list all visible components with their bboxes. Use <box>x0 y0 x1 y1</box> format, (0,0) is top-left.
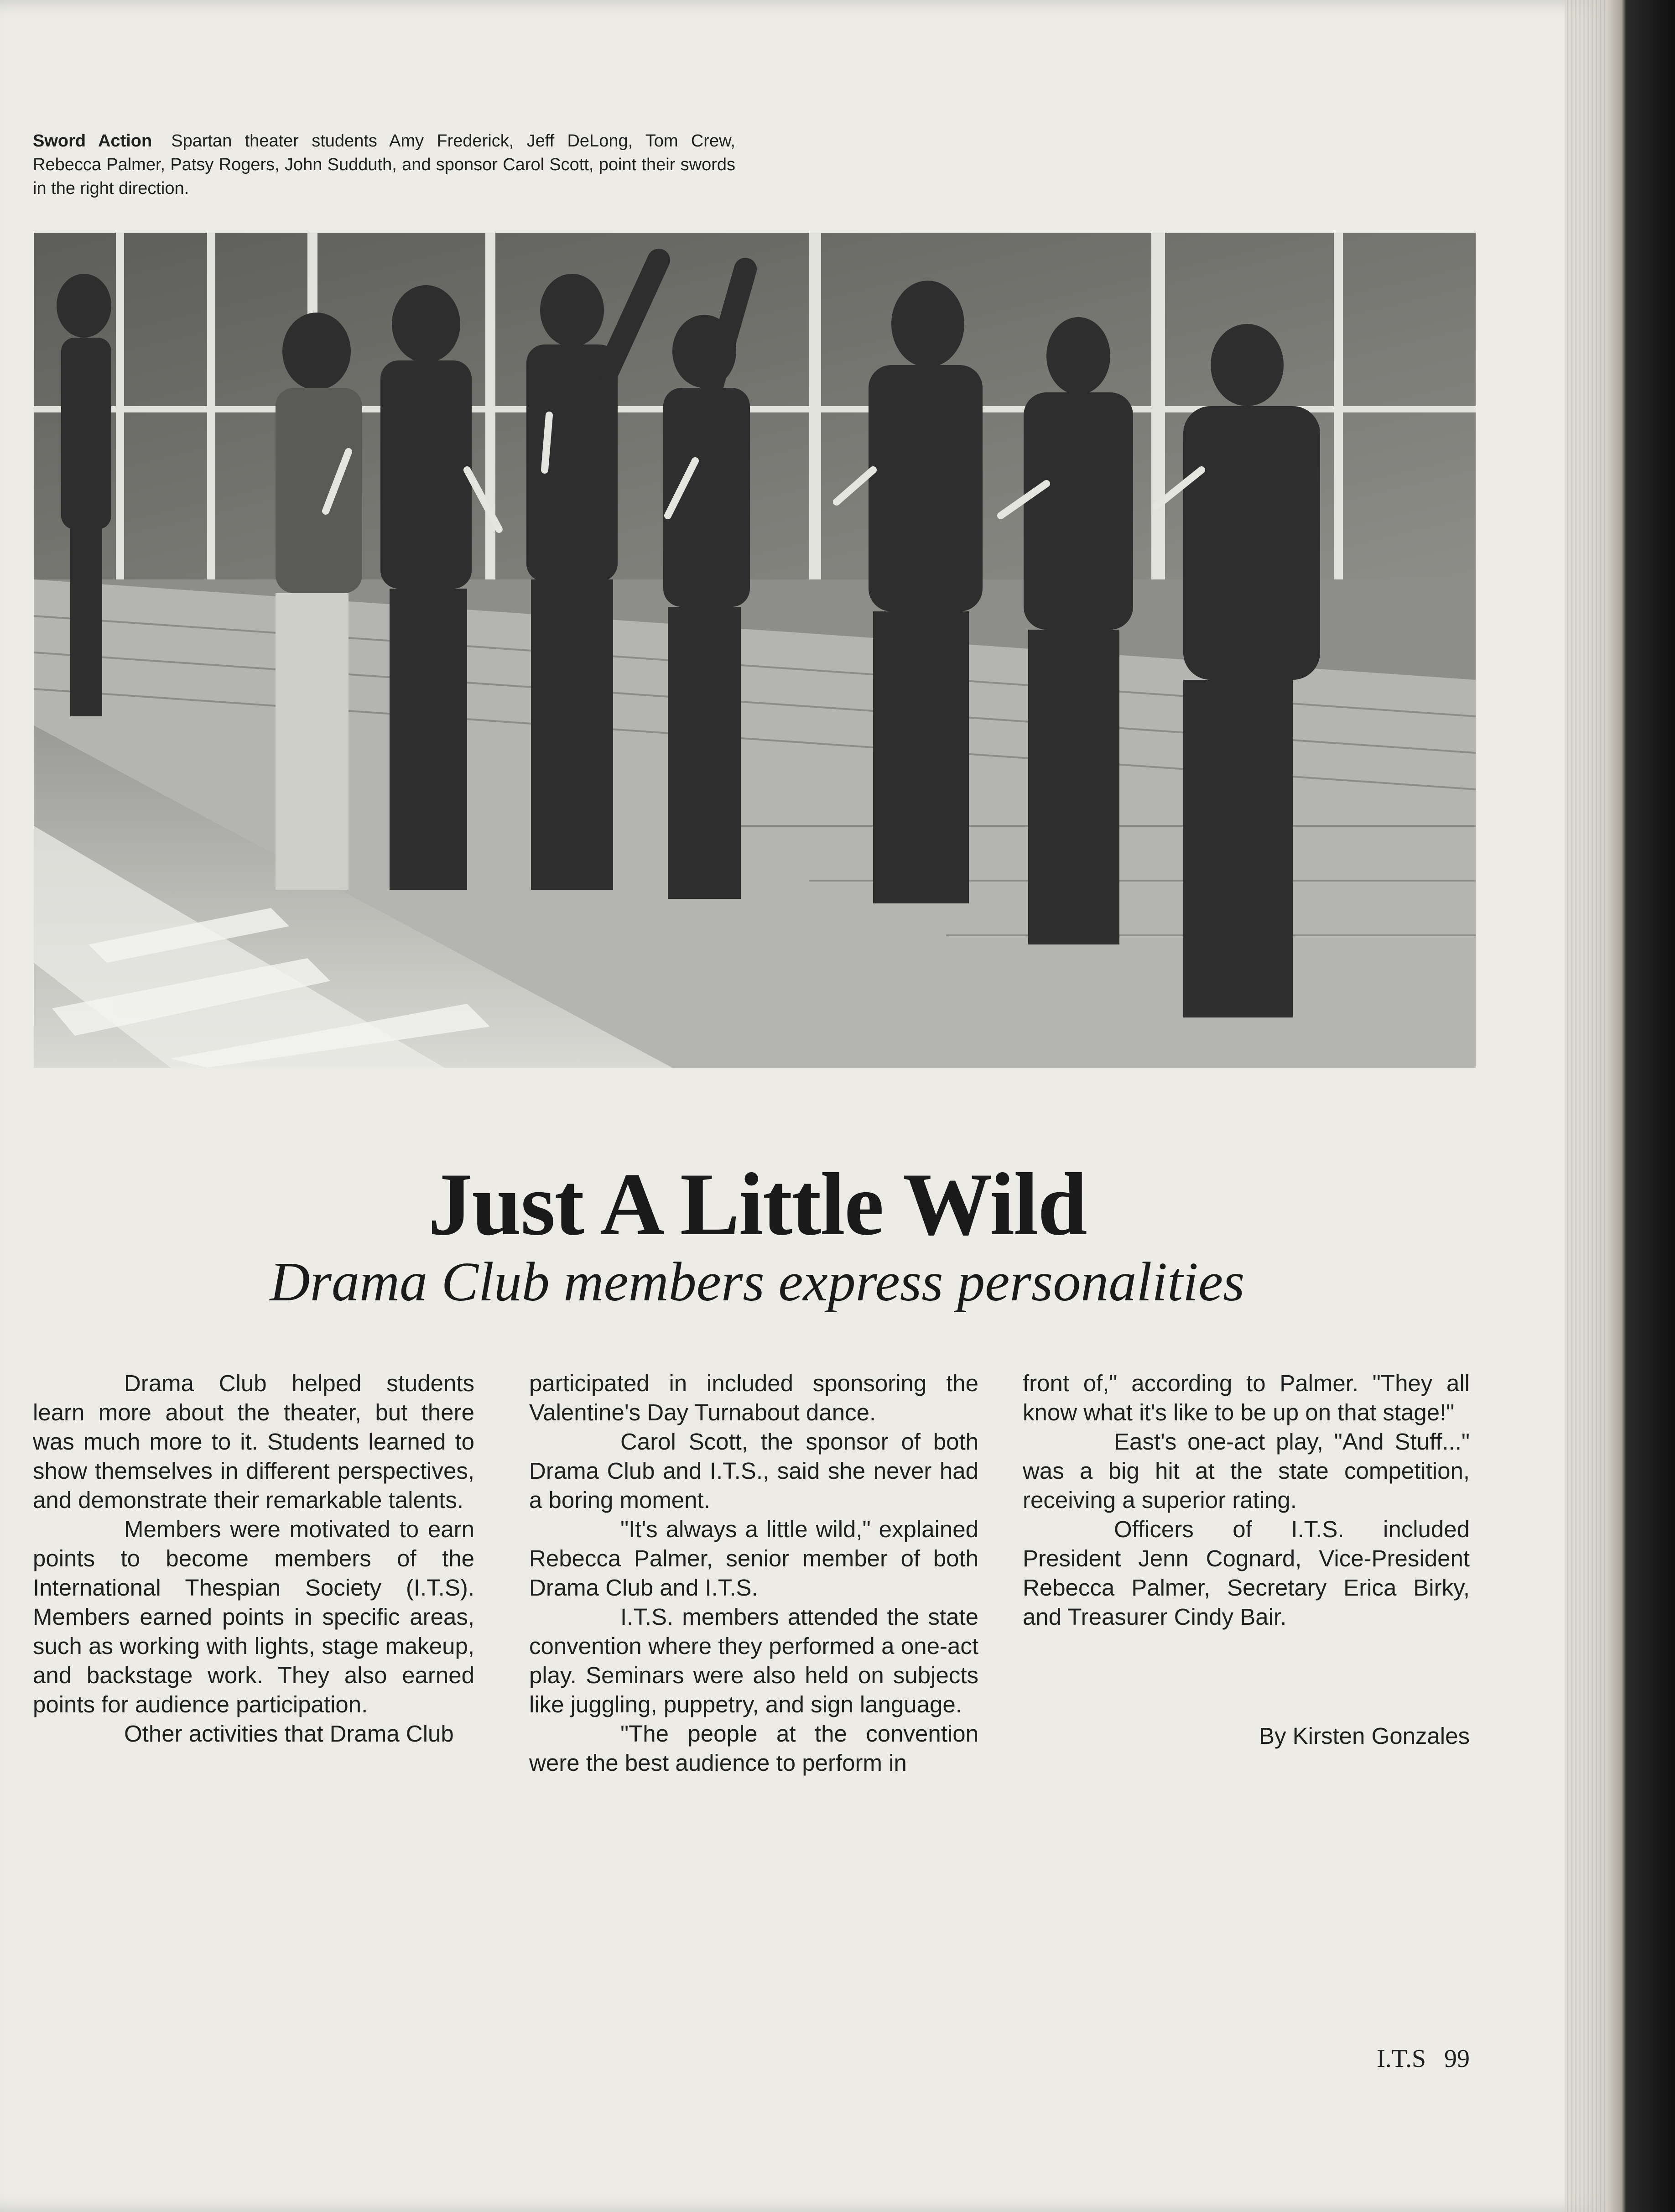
binding-edge <box>1608 0 1675 2212</box>
paragraph: Other activities that Drama Club <box>124 1721 454 1747</box>
article-headline: Just A Little Wild <box>428 1155 1087 1254</box>
paragraph: East's one-act play, "And Stuff..." was a big hit at the state competition, receiving a superior rating. <box>1023 1429 1470 1513</box>
paragraph: "The people at the convention were the best audience to perform in <box>529 1721 978 1776</box>
paragraph: I.T.S. members attended the state convention where they performed a one-act play. Seminars were also held on subjects like juggling, puppetry, and sign language. <box>529 1604 978 1717</box>
paragraph: "It's always a little wild," explained Rebecca Palmer, senior member of both Drama Club and I.T.S. <box>529 1516 978 1601</box>
article-subhead: Drama Club members express personalities <box>270 1251 1245 1313</box>
paragraph: Carol Scott, the sponsor of both Drama Club and I.T.S., said she never had a boring moment. <box>529 1429 978 1513</box>
byline: By Kirsten Gonzales <box>1259 1723 1470 1749</box>
article-column-3 <box>1023 1369 1470 1632</box>
caption-title: Sword Action <box>33 131 152 151</box>
folio-section: I.T.S <box>1377 2045 1426 2073</box>
paragraph: participated in included sponsoring the Valentine's Day Turnabout dance. <box>529 1370 978 1425</box>
paragraph: Officers of I.T.S. included President Jenn Cognard, Vice-President Rebecca Palmer, Secretary Erica Birky, and Treasurer Cindy Bair. <box>1023 1516 1470 1630</box>
group-photo <box>34 233 1476 1068</box>
paragraph: front of," according to Palmer. "They all know what it's like to be up on that stage!" <box>1023 1370 1470 1425</box>
article-column-2 <box>529 1369 978 1778</box>
paragraph: Drama Club helped students learn more about the theater, but there was much more to it. Students learned to show themselves in different perspectives, and demonstrate their remarkable talents. <box>33 1370 474 1513</box>
page-folio <box>1323 2044 1470 2073</box>
paragraph: Members were motivated to earn points to become members of the International Thespian Society (I.T.S). Members earned points in specific areas, such as working with lights, stage makeup, and backstage work. They also earned points for audience participation. <box>33 1516 474 1717</box>
photo-caption <box>33 129 735 200</box>
group-photo-illustration <box>34 233 1476 1068</box>
caption-text: Spartan theater students Amy Frederick, Jeff DeLong, Tom Crew, Rebecca Palmer, Patsy Rogers, John Sudduth, and sponsor Carol Scott, point their swords in the right direction. <box>33 131 735 198</box>
page-stack-edge <box>1565 0 1608 2212</box>
article-column-1 <box>33 1369 474 1748</box>
page-number: 99 <box>1444 2045 1470 2073</box>
